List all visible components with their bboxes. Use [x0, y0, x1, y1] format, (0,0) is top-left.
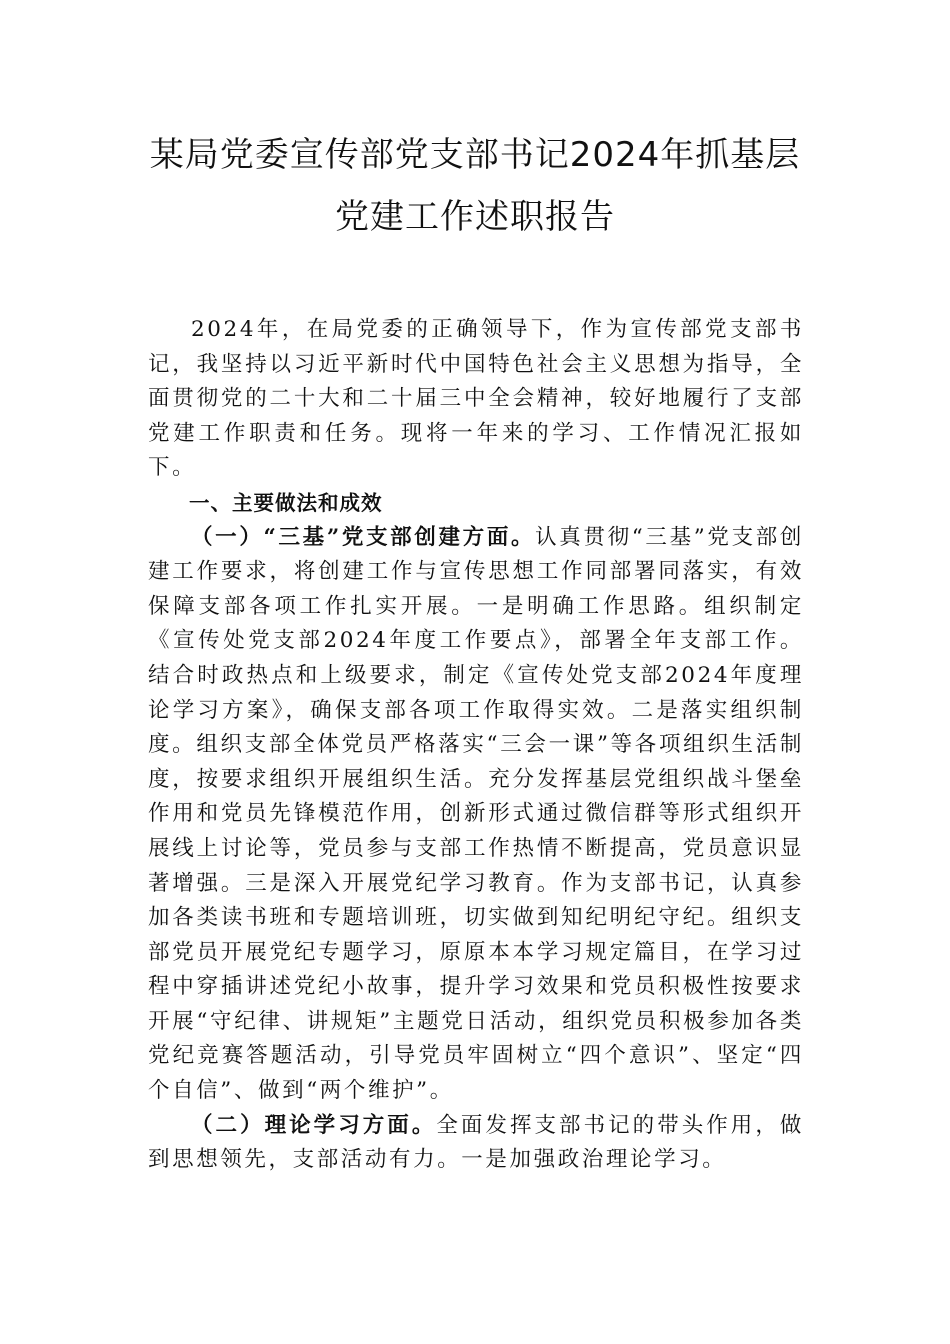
subsection-2-body: 全面发挥支部书记的带头作用，做到思想领先，支部活动有力。一是加强政治理论学习。: [148, 1112, 804, 1173]
subsection-2-paragraph: [148, 1109, 804, 1178]
intro-paragraph: 2024年，在局党委的正确领导下，作为宣传部党支部书记，我坚持以习近平新时代中国特色社会主义思想为指导，全面贯彻党的二十大和二十届三中全会精神，较好地履行了支部党建工作职责和任务。现将一年来的学习、工作情况汇报如下。: [148, 317, 804, 481]
document-body: [148, 313, 804, 1178]
subsection-1-paragraph: [148, 521, 804, 1109]
title-line-1: 某局党委宣传部党支部书记2024年抓基层: [149, 135, 801, 175]
subsection-1-heading: （一）“三基”党支部创建方面。: [191, 524, 536, 550]
title-line-2: 党建工作述职报告: [335, 197, 615, 237]
subsection-2-heading: （二）理论学习方面。: [191, 1112, 437, 1138]
section-heading-1: 一、主要做法和成效: [189, 490, 383, 515]
document-title: [0, 124, 950, 248]
subsection-1-body: 认真贯彻“三基”党支部创建工作要求，将创建工作与宣传思想工作同部署同落实，有效保障支部各项工作扎实开展。一是明确工作思路。组织制定《宣传处党支部2024年度工作要点》，部署全年支部工作。结合时政热点和上级要求，制定《宣传处党支部2024年度理论学习方案》，确保支部各项工作取得实效。二是落实组织制度。组织支部全体党员严格落实“三会一课”等各项组织生活制度，按要求组织开展组织生活。充分发挥基层党组织战斗堡垒作用和党员先锋模范作用，创新形式通过微信群等形式组织开展线上讨论等，党员参与支部工作热情不断提高，党员意识显著增强。三是深入开展党纪学习教育。作为支部书记，认真参加各类读书班和专题培训班，切实做到知纪明纪守纪。组织支部党员开展党纪专题学习，原原本本学习规定篇目，在学习过程中穿插讲述党纪小故事，提升学习效果和党员积极性按要求开展“守纪律、讲规矩”主题党日活动，组织党员积极参加各类党纪竞赛答题活动，引导党员牢固树立“四个意识”、坚定“四个自信”、做到“两个维护”。: [148, 524, 804, 1104]
